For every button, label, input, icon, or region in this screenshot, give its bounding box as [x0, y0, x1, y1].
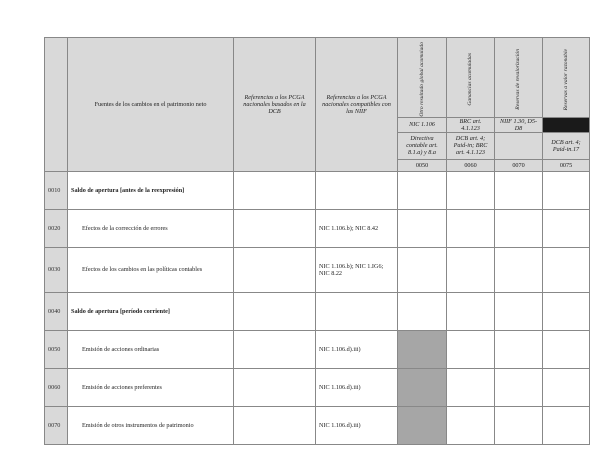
table-row [45, 209, 590, 247]
row-niif-ref: NIC 1.106.b); NIC 1.IG6; NIC 8.22 [316, 247, 398, 292]
value-cell [447, 171, 495, 209]
header-revaluation-reserves: Reservas de revalorización [495, 38, 543, 118]
col-code-0075: 0075 [543, 159, 590, 171]
row-niif-ref [316, 292, 398, 330]
value-cell [398, 171, 447, 209]
row-niif-ref: NIC 1.106.d).iii) [316, 330, 398, 368]
row-label: Emisión de otros instrumentos de patrimonio [68, 406, 234, 444]
table-row [45, 292, 590, 330]
row-niif-ref: NIC 1.106.d).iii) [316, 368, 398, 406]
table-row [45, 330, 590, 368]
shaded-cell [398, 368, 447, 406]
header-retained-earnings: Ganancias acumuladas [447, 38, 495, 118]
row-code: 0030 [45, 247, 68, 292]
value-cell [495, 292, 543, 330]
value-cell [398, 292, 447, 330]
table-row [45, 247, 590, 292]
ref-r2-c3 [495, 132, 543, 159]
value-cell [447, 209, 495, 247]
row-label: Saldo de apertura [antes de la reexpresión] [68, 171, 234, 209]
value-cell [543, 368, 590, 406]
value-cell [495, 247, 543, 292]
ref-r2-c1: Directiva contable art. 8.1.a) y 8.a [398, 132, 447, 159]
value-cell [447, 330, 495, 368]
header-row-titles [45, 38, 590, 118]
table-row [45, 368, 590, 406]
row-label: Efectos de la corrección de errores [68, 209, 234, 247]
header-sources: Fuentes de los cambios en el patrimonio neto [68, 38, 234, 172]
header-pcga-dcb: Referencias a los PCGA nacionales basados en la DCB [234, 38, 316, 172]
value-cell [543, 330, 590, 368]
value-cell [495, 368, 543, 406]
row-code: 0010 [45, 171, 68, 209]
row-code: 0040 [45, 292, 68, 330]
row-label: Emisión de acciones ordinarias [68, 330, 234, 368]
value-cell [398, 247, 447, 292]
header-corner [45, 38, 68, 172]
row-pcga-ref [234, 209, 316, 247]
header-pcga-niif: Referencias a los PCGA nacionales compatibles con las NIIF [316, 38, 398, 172]
shaded-cell [398, 330, 447, 368]
value-cell [543, 406, 590, 444]
header-accumulated-oci: Otro resultado global acumulado [398, 38, 447, 118]
ref-r1-c1: NIC 1.106 [398, 117, 447, 132]
value-cell [398, 209, 447, 247]
value-cell [447, 247, 495, 292]
ref-r1-c3: NIIF 1.30, D5-D8 [495, 117, 543, 132]
value-cell [447, 406, 495, 444]
row-pcga-ref [234, 292, 316, 330]
value-cell [447, 368, 495, 406]
value-cell [543, 292, 590, 330]
row-code: 0060 [45, 368, 68, 406]
row-label: Emisión de acciones preferentes [68, 368, 234, 406]
row-pcga-ref [234, 368, 316, 406]
ref-r2-c2: DCB art. 4; Paid-in; BRC art. 4.1.123 [447, 132, 495, 159]
header-fair-value-reserves: Reservas a valor razonable [543, 38, 590, 118]
row-niif-ref: NIC 1.106.d).iii) [316, 406, 398, 444]
col-code-0070: 0070 [495, 159, 543, 171]
row-code: 0020 [45, 209, 68, 247]
value-cell [543, 247, 590, 292]
value-cell [543, 209, 590, 247]
row-pcga-ref [234, 330, 316, 368]
row-code: 0050 [45, 330, 68, 368]
ref-r1-c2: BRC art. 4.1.123 [447, 117, 495, 132]
row-niif-ref [316, 171, 398, 209]
row-pcga-ref [234, 171, 316, 209]
equity-changes-table [44, 37, 590, 445]
value-cell [447, 292, 495, 330]
value-cell [495, 209, 543, 247]
row-code: 0070 [45, 406, 68, 444]
table-row [45, 171, 590, 209]
row-pcga-ref [234, 406, 316, 444]
shaded-cell [398, 406, 447, 444]
value-cell [495, 330, 543, 368]
row-niif-ref: NIC 1.106.b); NIC 8.42 [316, 209, 398, 247]
col-code-0060: 0060 [447, 159, 495, 171]
ref-r2-c4: DCB art. 4; Paid-in.17 [543, 132, 590, 159]
ref-r1-c4-black [543, 117, 590, 132]
row-label: Efectos de los cambios en las políticas contables [68, 247, 234, 292]
value-cell [495, 171, 543, 209]
row-label: Saldo de apertura [período corriente] [68, 292, 234, 330]
value-cell [543, 171, 590, 209]
row-pcga-ref [234, 247, 316, 292]
col-code-0050: 0050 [398, 159, 447, 171]
value-cell [495, 406, 543, 444]
table-row [45, 406, 590, 444]
